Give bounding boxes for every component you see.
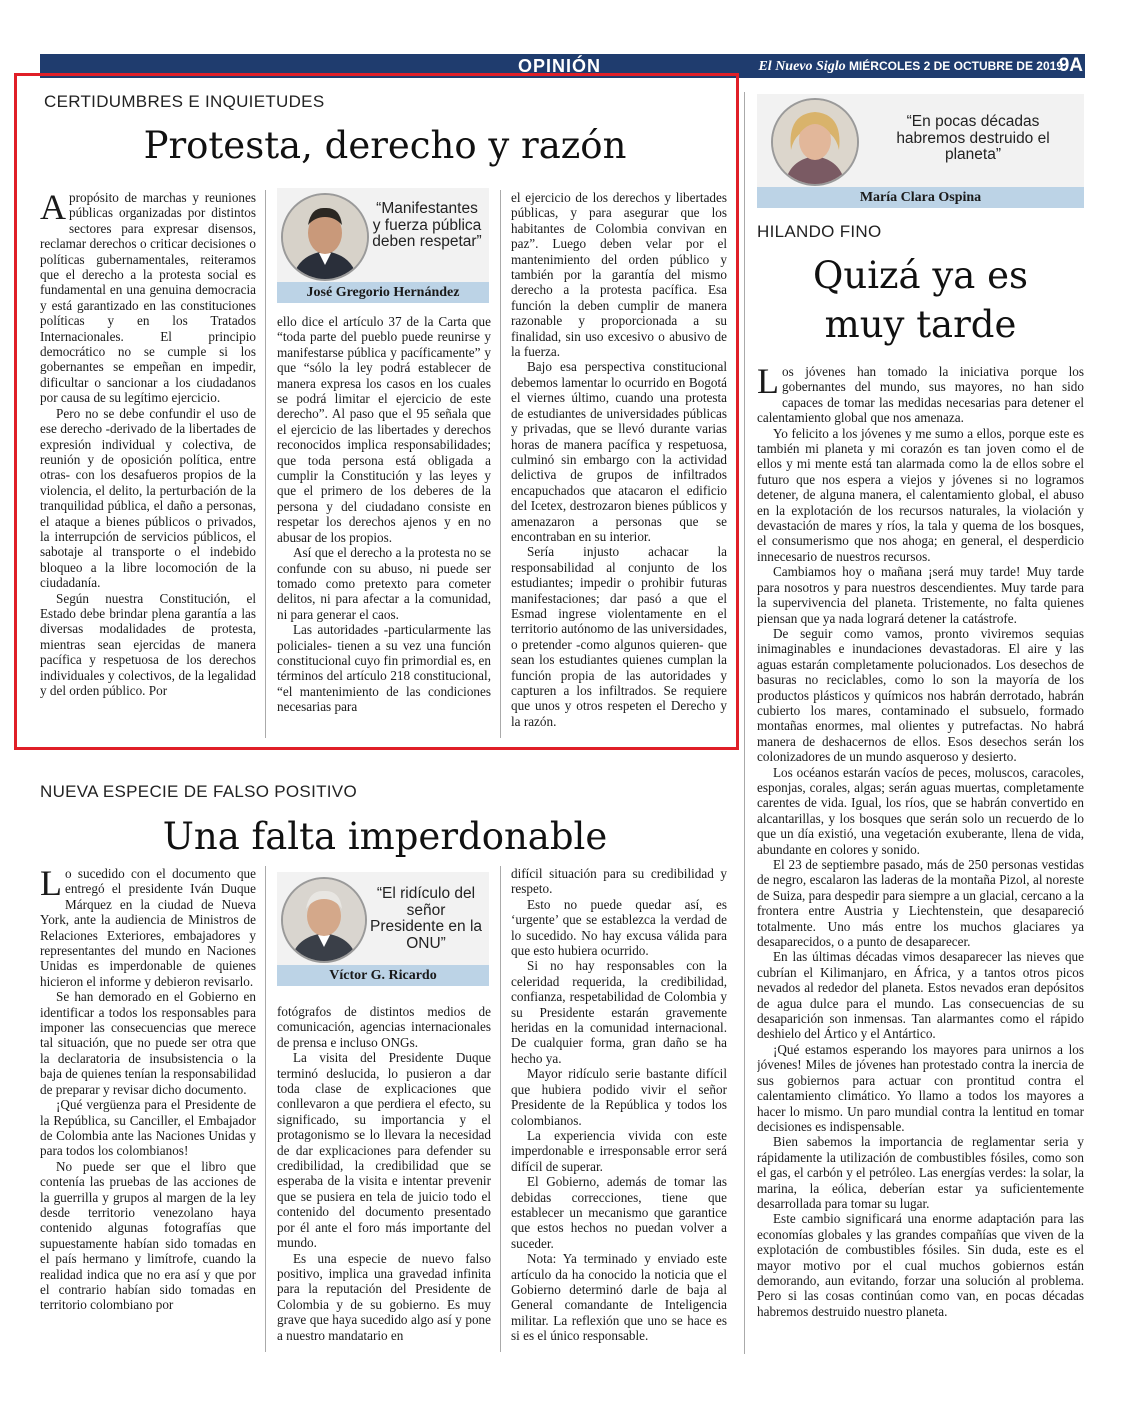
article3-pull-quote: “En pocas décadas habremos destruido el planeta”	[896, 113, 1050, 163]
article1-pull-box	[277, 188, 489, 303]
article2-author: Víctor G. Ricardo	[277, 965, 489, 986]
article1-column-3	[511, 190, 727, 740]
article3-paragraph: Yo felicito a los jóvenes y me sumo a ellos, porque este es también mi planeta y mi corazón es tan joven como el de ellos y mi mente está tan alarmada como la de ellos sobre el futuro que nos espera a viejos y jóvenes si no logramos detener, de alguna manera, el calentamiento global, el abuso en la explotación de los recursos naturales, la violación y devastación de mares y ríos, la tala y quema de los bosques, el consumerismo que nos ahoga; en general, el desperdicio innecesario de nuestros recursos.	[757, 425, 1084, 564]
column-divider	[500, 866, 501, 1352]
article2-paragraph: Si no hay responsables con la celeridad requerida, la credibilidad, confianza, respetabilidad de Colombia y su Presidente estarán gravemente heridas en la comunidad internacional. De cualquier forma, gran daño se ha hecho ya.	[511, 958, 727, 1066]
column-divider	[500, 190, 501, 738]
article1-title: Protesta, derecho y razón	[143, 124, 627, 167]
article3-paragraph: De seguir como vamos, pronto viviremos sequias inimaginables e inundaciones devastadoras. El aire y las aguas estarán completamente polucionados. Los desechos de basuras no reciclables, como lo son la mayoría de los productos plásticos y químicos nos habrán derrotado, habrán cubierto los mares, contaminado el subsuelo, formado montañas enormes, mal olientes y putrefactas. No habrá manera de deshacernos de ellos. Esos desechos serán los colonizadores de un mundo asqueroso y desierto.	[757, 625, 1084, 765]
article2-title: Una falta imperdonable	[162, 815, 608, 858]
article2-paragraph: fotógrafos de distintos medios de comunicación, agencias internacionales de prensa e incluso ONGs.	[277, 1004, 491, 1050]
author-portrait-icon	[773, 100, 857, 184]
article3-body	[757, 364, 1084, 1354]
article1-paragraph: Así que el derecho a la protesta no se confunde con su abuso, ni puede ser tomado como pretexto para cometer delitos, ni para afectar a la comunidad, ni para generar el caos.	[277, 545, 491, 622]
article2-paragraph: Esto no puede quedar así, es ‘urgente’ que se establezca la verdad de lo sucedido. No hay excusa válida para que esto hubiera ocurrido.	[511, 896, 727, 959]
column-divider	[265, 866, 266, 1352]
author-photo	[281, 877, 367, 963]
article1-author: José Gregorio Hernández	[277, 282, 489, 303]
article2-paragraph: La visita del Presidente Duque terminó deslucida, lo pusieron a dar toda clase de explicaciones que conllevaron a que perdiera el efecto, su significado, su importancia y el protagonismo se lo llevara la necesidad de dar explicaciones para defender su credibilidad, la credibilidad que se esperaba de la visita e intentar prevenir que se pusiera en tela de juicio todo el contenido del documento presentado por él ante el foro más importante del mundo.	[277, 1050, 491, 1251]
article2-paragraph: Mayor ridículo serie bastante difícil que hubiera podido vivir el señor Presidente de la República y todos los colombianos.	[511, 1066, 727, 1128]
author-photo	[771, 98, 859, 186]
article2-paragraph: Nota: Ya terminado y enviado este artículo da ha conocido la noticia que el Gobierno determinó darle de baja al General comandante de Inteligencia militar. La reflexión que uno se hace es si es el único responsable.	[511, 1251, 727, 1344]
article3-dropcap: L	[757, 364, 779, 401]
article3-paragraph: Bien sabemos la importancia de reglamentar seria y rápidamente la utilización de combustibles fósiles, como son el gas, el carbón y el petróleo. Las energías verdes: la solar, la marina, la eólica, deberían estar ya suficientemente desarrollada para tomar su lugar.	[757, 1134, 1084, 1211]
article2-column-2	[277, 1004, 491, 1354]
article2-paragraph: o sucedido con el documento que entregó el presidente Iván Duque Márquez en la ciudad de Nueva York, ante la audiencia de Ministros de Relaciones Exteriores, embajadores y representantes del mundo en Naciones Unidas es imperdonable de quienes hicieron el informe y debieron revisarlo.	[40, 866, 256, 989]
article2-paragraph: difícil situación para su credibilidad y respeto.	[511, 866, 727, 897]
article3-kicker: HILANDO FINO	[757, 222, 882, 241]
issue-date: MIÉRCOLES 2 DE OCTUBRE DE 2019	[848, 59, 1063, 73]
masthead	[758, 54, 1063, 78]
article3-paragraph: En las últimas décadas vimos desaparecer las nieves que cubrían el Kilimanjaro, en África, y a tantos otros picos nevados al rededor del planeta. Estos nevados eran depósitos de agua dulce para el mundo. Las consecuencias de su desaparición son inmensas. Tan alarmantes como el rápido deshielo del Ártico y el Antártico.	[757, 949, 1084, 1042]
article2-paragraph: No puede ser que el libro que contenía las pruebas de las acciones de la guerrilla y grupos al margen de la ley desde territorio venezolano haya contenido algunas fotografías que supuestamente habían sido tomadas en el país hermano y limítrofe, cuando la realidad indica que no era así y que por el contrario habían sido tomadas en territorio colombiano por	[40, 1158, 256, 1313]
newspaper-brand: El Nuevo Siglo	[758, 59, 846, 74]
article1-paragraph: el ejercicio de los derechos y libertades públicas, y para asegurar que los habitantes de Colombia convivan en paz”. Luego deben velar por el mantenimiento del orden público y también por la garantía del mismo derecho a la protesta pacífica. Esa función la deben cumplir de manera razonable y proporcionada a su finalidad, sin uso excesivo o abusivo de la fuerza.	[511, 190, 727, 360]
article3-paragraph: ¡Qué estamos esperando los mayores para unirnos a los jóvenes! Miles de jóvenes han protestado contra la inercia de sus gobiernos para actuar con prontitud contra el calentamiento climático. Yo llamo a todos los mayores a hacer lo mismo. Un paro mundial contra la lentitud en tomar decisiones es indispensable.	[757, 1041, 1084, 1134]
article3-author: María Clara Ospina	[757, 187, 1084, 208]
column-divider	[265, 190, 266, 738]
article1-paragraph: propósito de marchas y reuniones públicas organizadas por distintos sectores para expresar disensos, reclamar derechos o criticar decisiones o políticas gubernamentales, reiteramos que el derecho a la protesta social es fundamental en una genuina democracia y está garantizado en las constituciones políticas y en los Tratados Internacionales. El principio democrático no se cumple si los gobernantes se empeñan en impedir, dificultar o sancionar a los ciudadanos por causa de su legítimo ejercicio.	[40, 190, 256, 406]
article2-paragraph: Es una especie de nuevo falso positivo, implica una gravedad infinita para la reputación del Presidente de Colombia y de su gobierno. Es muy grave que haya sucedido algo así y pone a nuestro mandatario en	[277, 1250, 491, 1343]
article1-column-2	[277, 314, 491, 740]
article3-title-line-2: muy tarde	[824, 303, 1017, 346]
article1-kicker: CERTIDUMBRES E INQUIETUDES	[44, 92, 325, 111]
article2-dropcap: L	[40, 866, 62, 903]
article2-paragraph: La experiencia vivida con este imperdonable e irresponsable error será difícil de superar.	[511, 1127, 727, 1174]
article2-column-1	[40, 866, 256, 1354]
article2-pull-box	[277, 872, 489, 986]
article1-paragraph: Según nuestra Constitución, el Estado debe brindar plena garantía a las diversas modalidades de protesta, mientras sean ejercidas de manera pacífica y respetuosa de los derechos individuales y colectivos, de la legalidad y del orden público. Por	[40, 590, 256, 698]
author-portrait-icon	[283, 879, 365, 961]
author-photo	[281, 193, 369, 281]
article3-paragraph: Los océanos estarán vacíos de peces, moluscos, caracoles, esponjas, corales, algas; serán aguas muertas, completamente carentes de vida. Igual, los ríos, que se habrán convertido en alcantarillas, y los bosques que serán solo un recuerdo de lo que un día existió, una vegetación exuberante, llena de vida, abundante en colores y sonido.	[757, 764, 1084, 857]
article1-paragraph: Las autoridades -particularmente las policiales- tienen a su vez una función constitucional cuyo fin primordial es, en términos del artículo 218 constitucional, “el mantenimiento de las condiciones necesarias para	[277, 622, 491, 715]
article2-kicker: NUEVA ESPECIE DE FALSO POSITIVO	[40, 782, 357, 801]
article2-paragraph: El Gobierno, además de tomar las debidas correcciones, tiene que establecer un mecanismo que garantice que estos hechos no puedan volver a suceder.	[511, 1174, 727, 1251]
article1-paragraph: Bajo esa perspectiva constitucional debemos lamentar lo ocurrido en Bogotá el viernes último, cuando una protesta de estudiantes de universidades públicas y privadas, que se llevó durante varias horas de manera pacífica y respetuosa, culminó sin embargo con la actividad delictiva de grupos de infiltrados encapuchados que atacaron el edificio del Icetex, destrozaron bienes públicos y amenazaron a personas que se encontraban en su interior.	[511, 359, 727, 544]
article3-pull-box	[757, 94, 1084, 208]
article3-paragraph: os jóvenes han tomado la iniciativa porque los gobernantes del mundo, sus mayores, no han sido capaces de tomar las medidas necesarias para detener el calentamiento global que nos amenaza.	[757, 364, 1084, 426]
article3-paragraph: El 23 de septiembre pasado, más de 250 personas vestidas de negro, escalaron las laderas de la montaña Pizol, al noreste de Suiza, para despedir para siempre a un glacial, cercano a la frontera entre Austria y Liechtenstein, que desapareció totalmente. Uno más entre los muchos glaciares ya desaparecidos, o a punto de desaparecer.	[757, 857, 1084, 950]
article1-pull-quote: “Manifestantes y fuerza pública deben respetar”	[372, 200, 482, 250]
article3-title-line-1: Quizá ya es	[813, 254, 1028, 297]
article1-paragraph: Pero no se debe confundir el uso de ese derecho -derivado de la libertades de expresión individual y colectiva, de reunión y de oposición política, entre otras- con los desafueros propios de la violencia, el delito, la perturbación de la tranquilidad pública, el daño a personas, el ataque a bienes públicos o privados, la interrupción de servicios públicos, el sabotaje al transporte o el indebido bloqueo a la libre locomoción de la ciudadanía.	[40, 405, 256, 591]
article2-column-3	[511, 866, 727, 1354]
article1-paragraph: ello dice el artículo 37 de la Carta que “toda parte del pueblo puede reunirse y manifestarse pública y pacíficamente” y que “sólo la ley podrá establecer de manera expresa los casos en los cuales se podrá limitar el ejercicio de este derecho”. Al paso que el 95 señala que el ejercicio de las libertades y derechos reconocidos implica responsabilidades; que toda persona está obligada a cumplir la Constitución y las leyes y que el primero de los deberes de la persona y del ciudadano consiste en respetar los derechos ajenos y en no abusar de los propios.	[277, 314, 491, 545]
article2-pull-quote: “El ridículo del señor Presidente en la ONU”	[369, 885, 483, 952]
page-number: 9A	[1058, 55, 1083, 76]
article3-paragraph: Cambiamos hoy o mañana ¡será muy tarde! Muy tarde para nosotros y para nuestros descendientes. Muy tarde para la supervivencia del planeta. Tristemente, no falta quienes piensan que ya nada logrará detener la catástrofe.	[757, 564, 1084, 626]
article2-paragraph: ¡Qué vergüenza para el Presidente de la República, su Canciller, el Embajador de Colombia ante las Naciones Unidas y para todos los colombianos!	[40, 1097, 256, 1159]
column-divider	[744, 92, 745, 1354]
article3-paragraph: Este cambio significará una enorme adaptación para las economías globales y las grandes compañías que viven de la explotación de combustibles fósiles. Sin duda, este es el mayor motivo por el cual muchos gobiernos están demorando, aun evitando, forzar una solución al problema. Pero si las cosas continúan como van, en pocas décadas habremos destruido nuestro planeta.	[757, 1211, 1084, 1319]
article2-paragraph: Se han demorado en el Gobierno en identificar a todos los responsables para imponer las consecuencias que merece tal situación, que no puede ser otra que la declaratoria de insubsistencia o la baja de quienes tenían la responsabilidad de preparar y revisar dicho documento.	[40, 989, 256, 1097]
section-label: OPINIÓN	[518, 56, 602, 76]
article1-dropcap: A	[40, 190, 66, 227]
article1-column-1	[40, 190, 256, 740]
author-portrait-icon	[283, 195, 367, 279]
article1-paragraph: Sería injusto achacar la responsabilidad al conjunto de los estudiantes; impedir o prohibir futuras manifestaciones; dar pasó a que el Esmad ingrese violentamente en el territorio autónomo de las universidades, o pretender -como algunos quieren- que sean los estudiantes quienes cumplan la función propia de las autoridades y capturen a los infiltrados. Se requiere que unos y otros respeten el Derecho y la razón.	[511, 544, 727, 729]
